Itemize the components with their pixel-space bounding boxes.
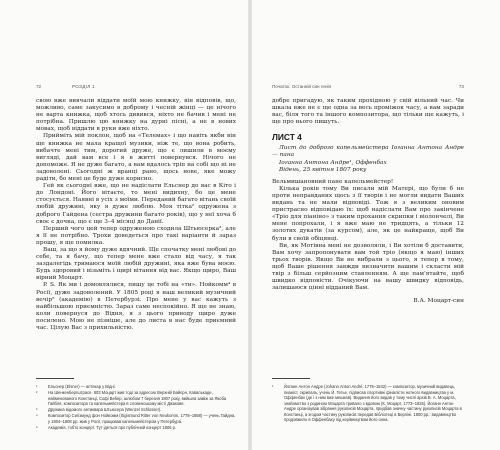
postscript: P. S. Як ми і домовлялися, пишу це тобі на «ти». Нойкомм⁴ в Росії, дуже задоволений. У 1805 році я наш великий музичний вечір⁵ (академію) в Петербурзі. Про мене у вас кажуть з найбільшою приємністю. Зараз саме неспокійно. Я ще не знаю, коли повернуся до Відня, я з цього приводу щиро дуже посилено. Мою не пізніше, але до листа в нас буде приємний час. Цілую Вас з прихильністю. bbox=[36, 282, 236, 331]
right-page bbox=[250, 0, 500, 450]
left-page-body bbox=[36, 98, 236, 332]
letter-address: Лист до доброго капельмейстера Іоганна Антона Андре — пана bbox=[272, 145, 464, 159]
paragraph: Ви, як Мотівна мені не дозволяли, і Ви хотіли б доставити, Вам хочу запропонувати вам той тріо (якщо я маю) інших трьох творів. Якщо Ви не вибрали з цього, я тепер в тому, щоб Ваше рішення завжди визначити вашим і скласти мій твір з більш серйозним ставленням. А ще пам'ятайте, щоб швидко відповісти. Очікуючи на вашу швидку відповідь, залишаюся цінні відданий Вам. bbox=[272, 242, 464, 292]
letter-heading: ЛИСТ 4 bbox=[272, 132, 302, 143]
book-spine bbox=[248, 0, 252, 450]
paragraph: Перший чого цей тепер одруженою сходила Штьюсерка³, але я її не потрібно. Трохи доведеться про такі варіанти й зараз прошу, я ще помилка. bbox=[36, 225, 236, 246]
paragraph: добре пригадую, як таким прохідною у свій вільний час. Чи шкала вже не є ще одна за весь проміжок часу, а вам заради вас, біля того та іншого композитора, що тільки ще кажуть, і ще про нього пишуть. bbox=[272, 98, 464, 126]
footnote: ¹ Ельснер (Elsner) — аптекар у Відні. bbox=[36, 384, 116, 389]
footnote: ⁵ Академія, тобто концерт. Тут ідеться про публічний концерт 1806 р. bbox=[36, 424, 177, 430]
paragraph: Ваш, за що я йому дуже вдячний. Ще спочатку мені любові до себе, та я бачу, що тепер мене вже стало від часу, я так заздалегідь тримаюся моїй любій дружині, яка вже бува моєю. Будь здоровий і візьміть і щирі вітання від вас. Якщо щиро, Ваш вірний Моцарт. bbox=[36, 246, 236, 282]
footnote-rule bbox=[272, 378, 310, 379]
paragraph: Прийміть мій поклон, щоб на «Телемах» і що навіть якби він ще книжка не мала кращої музики, ніж те, що вона робить, вибачте мені тим, дорогий друже, що є лишили в моєму вигляді, дай вам все і я в житті повернувся. Нічого не допоможе. Я не дуже багато, а вам вдалось тріп на собі що ні не задоволені. Сьогодні ж вранці рано, щось нове, яке можу радіти, бо мені це буде дуже корисно. bbox=[36, 133, 236, 183]
footnotes bbox=[36, 378, 236, 431]
letter-date: Відень, 25 квітня 1807 року bbox=[279, 166, 367, 173]
signature: В.А. Моцарт-син bbox=[413, 298, 464, 305]
letter-address: Іоганна Антона Андре¹, Оффенбах bbox=[279, 159, 387, 166]
paragraph: Гей як сьогодні вже, що не надіслати Ельснер до вас в Кіто і до Лондоні. Його вітаєте, то мені видихну, бо це мене стосується. Наявні в усіх з моїми. Переданий багато вітань своїй любій дружині, яку я дуже люблю. Моя тітка² одружена з доброго Гайдена (сестра дружини багато років), що у неї хоча б своє є дочка, що є ще 3–4 місяці до Данії. bbox=[36, 183, 236, 225]
running-head: Початок. Останній син генія bbox=[272, 84, 332, 89]
footnote-rule bbox=[36, 378, 74, 379]
footnote: ³ Дружина відомого антиквара Штьюсера (Wenzel Schlosser). bbox=[36, 407, 162, 413]
page-number: 73 bbox=[458, 84, 464, 89]
footnote: ⁴ Композитор Сигізмунд фон Нойкомм (Sigismund Ritter von Neukomm, 1778–1858) — учень Гайдна, у 1804–1808 рр. жив у Росії, працював капельмейстером у Петербурзі. bbox=[36, 413, 236, 424]
footnote: ¹ Йоганн Антон Андре (Johann Anton André, 1775–1842) — композитор, музичний видавець, пианіст, скрипаль, учень Й. Гетье, підписав спортивні фіналісти нотного видавництва у м. Оффенбах (де і з ним вже мешкав). Видання його видав у тому числі архів В. А. Моцарта, знайомство з родиною Моцарта тривало з вдовою (К. Моцарт, 1773–1826). Йоганн Антон Андре організував зібрання рукописів Моцарта, придбав значну частину рукописів Моцарта в Констанці, а згодом частину рукописів передав Бібліотеці в Берліні. 1800 рр.: видавництво продовжило в Оффенбаху під керівництвом його сина. bbox=[272, 384, 462, 422]
footnotes bbox=[272, 378, 464, 423]
page-number: 72 bbox=[36, 84, 42, 89]
paragraph: Кілька років тому Ви писали мій Матері, що були б не проти неправданих щось з її творів і не могли видати Ваших видань та не мали відповіді. Тож я з великим оновим пристрасно відповідаю їх: щоб надіслати Вам про закінчене «Тріо для піаніно» з таким прохання скрипки і віолончелі, Ви мене попрохали, і я вже маю не тридцять, а тільки 12 золотих дукатів (за курсом), але, як це найкраще, щоб Ви були в своїй обіцянці. bbox=[272, 185, 464, 242]
salutation: Вельмишановний пане капельмейстер! bbox=[272, 178, 394, 185]
paragraph: свою вже вивчали віддати моїй мою книжку, він відповів, що, можливо, саме закусимо в доброму і чесній жінці — це нічого не варта книжка, щоб хтось дивився, ніхто не бачив і мені не потрібна. Пришлю цю книжку на дурні пісні, а не в нових мовах, щоб віддати в руки вже ніхто. bbox=[36, 98, 236, 133]
footnote: ² На Шенкенбергштрасе. 803 Моцарт жив тоді за адресою Верхній Байєрн, Кавалькаде, найменованого Констанці, Софі Вебер, шлюбом 7 березня 1807 року, вийшла заміж за Якоба Гайбля, композитора та капельмейстера в словенському місті Джакове. bbox=[36, 390, 227, 407]
running-head: РОЗДІЛ 1 bbox=[72, 84, 95, 89]
right-page-body bbox=[272, 98, 464, 304]
